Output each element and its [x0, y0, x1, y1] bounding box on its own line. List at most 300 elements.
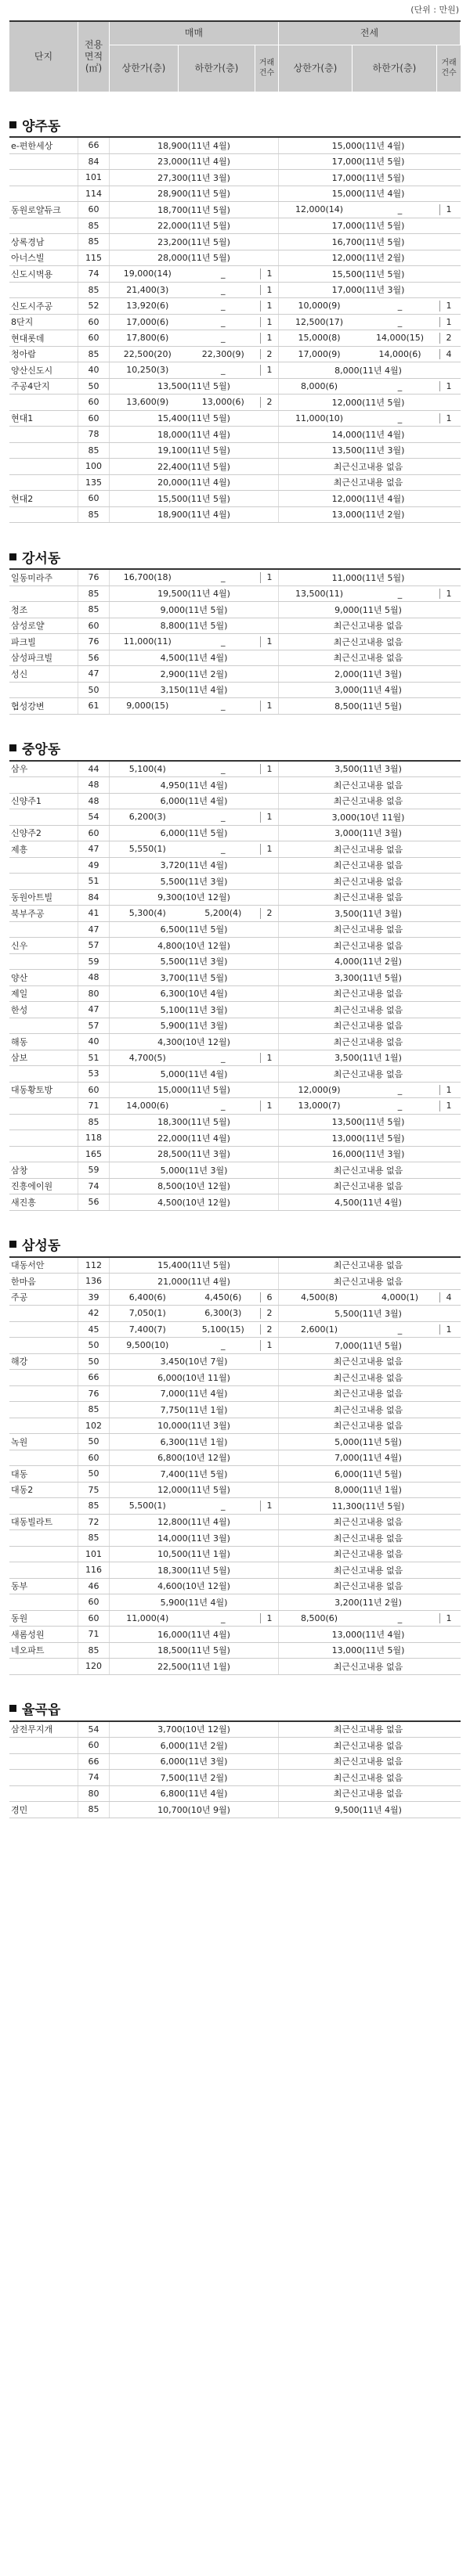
- area-value: 84: [78, 890, 110, 906]
- rent-divider: [439, 204, 440, 215]
- table-row: [9, 1130, 461, 1147]
- sale-value: 2,900(11년 2월): [160, 668, 228, 679]
- area-value: 85: [78, 1530, 110, 1546]
- sale-value: 19,500(11년 4월): [157, 589, 230, 600]
- sale-cell: [110, 890, 279, 906]
- sale-split: [110, 1324, 278, 1335]
- rent-cell: [279, 1722, 457, 1738]
- sale-cell: [110, 1018, 279, 1034]
- sale-cell: [110, 1802, 279, 1818]
- area-value: 56: [78, 650, 110, 666]
- rent-value: 최근신고내용 없음: [333, 940, 403, 951]
- rent-cell: [279, 1115, 457, 1130]
- sale-cell: [110, 1258, 279, 1274]
- rent-split: [279, 1101, 457, 1111]
- rent-cell: [279, 762, 457, 777]
- area-value: 66: [78, 1754, 110, 1770]
- rent-divider: [439, 333, 440, 344]
- sale-high: 16,700(18): [123, 572, 172, 583]
- table-row: [9, 777, 461, 794]
- rent-cell: [279, 1354, 457, 1370]
- sale-cell: [110, 634, 279, 650]
- area-value: 51: [78, 1050, 110, 1066]
- complex-name: [9, 443, 78, 459]
- rent-high: 12,500(17): [295, 316, 344, 327]
- complex-name: [9, 1066, 78, 1082]
- rent-value: 최근신고내용 없음: [333, 796, 403, 807]
- complex-name: [9, 1322, 78, 1338]
- area-value: 101: [78, 1547, 110, 1562]
- section-block: [9, 1675, 461, 1818]
- rent-count: 1: [446, 204, 452, 215]
- rent-cell: [279, 634, 457, 650]
- rent-cell: [279, 154, 457, 170]
- rent-value: 최근신고내용 없음: [333, 1740, 403, 1751]
- rent-value: 17,000(11년 3월): [331, 285, 405, 296]
- area-value: 60: [78, 411, 110, 427]
- complex-name: [9, 395, 78, 410]
- sale-value: 21,000(11년 4월): [157, 1276, 230, 1287]
- rent-value: 3,000(11년 3월): [334, 828, 402, 839]
- sale-cell: [110, 874, 279, 889]
- sale-cell: [110, 698, 279, 714]
- complex-name: 삼보: [9, 1050, 78, 1066]
- sale-value: 18,700(11년 5월): [157, 204, 230, 215]
- table-header: [9, 20, 461, 91]
- rent-value: 9,000(11년 5월): [334, 604, 402, 615]
- area-value: 40: [78, 362, 110, 378]
- complex-name: [9, 186, 78, 202]
- rent-cell: [279, 1083, 457, 1098]
- rent-cell: [279, 841, 457, 857]
- complex-name: [9, 170, 78, 186]
- area-value: 76: [78, 634, 110, 650]
- complex-name: [9, 1386, 78, 1402]
- rent-value: 15,500(11년 5월): [331, 268, 405, 279]
- sale-value: 19,100(11년 5월): [157, 445, 230, 456]
- sale-value: 27,300(11년 3월): [157, 172, 230, 183]
- rent-cell: [279, 986, 457, 1002]
- complex-name: 청조: [9, 602, 78, 618]
- sale-count: 1: [266, 1052, 273, 1063]
- table-row: [9, 1594, 461, 1611]
- sale-count: 2: [266, 1324, 273, 1335]
- sale-divider: [260, 1292, 261, 1303]
- sale-count: 1: [266, 333, 273, 344]
- rent-value: 최근신고내용 없음: [333, 1004, 403, 1015]
- rent-low: 14,000(6): [378, 348, 421, 359]
- sale-low: _: [221, 268, 226, 279]
- complex-name: [9, 683, 78, 698]
- sale-value: 18,300(11년 5월): [157, 1117, 230, 1128]
- complex-name: [9, 1147, 78, 1162]
- sale-cell: [110, 1611, 279, 1627]
- table-row: [9, 1738, 461, 1754]
- rent-cell: [279, 507, 457, 523]
- complex-name: 대동빌라트: [9, 1515, 78, 1530]
- rent-count: 1: [446, 1101, 452, 1111]
- complex-name: 해강: [9, 1354, 78, 1370]
- table-row: [9, 1466, 461, 1483]
- section-table: [9, 136, 461, 523]
- sale-value: 6,000(11년 3월): [160, 1756, 228, 1767]
- sale-value: 10,700(10년 9월): [157, 1804, 230, 1815]
- sale-low: _: [221, 844, 226, 855]
- rent-cell: [279, 1450, 457, 1466]
- rent-cell: [279, 1579, 457, 1594]
- table-row: [9, 970, 461, 986]
- sale-value: 5,100(11년 3월): [160, 1004, 228, 1015]
- rent-cell: [279, 1659, 457, 1674]
- sale-divider: [260, 1308, 261, 1319]
- rent-cell: [279, 1418, 457, 1434]
- area-value: 48: [78, 794, 110, 809]
- table-row: [9, 986, 461, 1003]
- sale-high: 22,500(20): [123, 348, 172, 359]
- sale-value: 9,000(11년 5월): [160, 604, 228, 615]
- sale-value: 12,000(11년 5월): [157, 1485, 230, 1496]
- rent-split: [279, 1085, 457, 1095]
- rent-cell: [279, 858, 457, 874]
- sale-cell: [110, 138, 279, 153]
- sale-value: 6,000(10년 11월): [157, 1372, 230, 1383]
- rent-value: 14,000(11년 4월): [331, 429, 405, 440]
- rent-cell: [279, 1627, 457, 1642]
- sale-cell: [110, 1562, 279, 1578]
- area-value: 56: [78, 1194, 110, 1210]
- sale-count: 1: [266, 268, 273, 279]
- complex-name: 상록경남: [9, 234, 78, 250]
- table-row: [9, 1483, 461, 1499]
- complex-name: 동원로얄듀크: [9, 202, 78, 218]
- sale-value: 20,000(11년 4월): [157, 477, 230, 488]
- table-row: [9, 491, 461, 507]
- complex-name: [9, 858, 78, 874]
- sale-value: 6,800(11년 4월): [160, 1789, 228, 1800]
- rent-high: 17,000(9): [298, 348, 341, 359]
- sale-cell: [110, 411, 279, 427]
- table-row: [9, 809, 461, 826]
- sale-value: 18,900(11년 4월): [157, 140, 230, 151]
- header-rent-high: 상한가(층): [279, 45, 352, 92]
- area-value: 85: [78, 1802, 110, 1818]
- sale-cell: [110, 1530, 279, 1546]
- sale-count: 1: [266, 763, 273, 774]
- table-row: [9, 1258, 461, 1274]
- section-marker-icon: [9, 121, 16, 128]
- sale-divider: [260, 333, 261, 344]
- table-row: [9, 1802, 461, 1818]
- table-row: [9, 1402, 461, 1418]
- area-value: 53: [78, 1066, 110, 1082]
- rent-value: 11,300(11년 5월): [331, 1501, 405, 1511]
- rent-cell: [279, 1258, 457, 1274]
- area-value: 54: [78, 1722, 110, 1738]
- rent-cell: [279, 298, 457, 314]
- section-title: [9, 523, 461, 568]
- sale-divider: [260, 701, 261, 712]
- sale-value: 18,300(11년 5월): [157, 1565, 230, 1576]
- area-value: 85: [78, 1498, 110, 1514]
- header-complex: 단지: [9, 22, 78, 92]
- rent-cell: [279, 330, 457, 346]
- rent-cell: [279, 1786, 457, 1802]
- sale-divider: [260, 268, 261, 279]
- sale-cell: [110, 683, 279, 698]
- area-value: 52: [78, 298, 110, 314]
- sale-high: 17,000(6): [126, 316, 169, 327]
- rent-divider: [439, 1085, 440, 1096]
- area-value: 47: [78, 1002, 110, 1018]
- area-value: 118: [78, 1130, 110, 1146]
- rent-value: 최근신고내용 없음: [333, 876, 403, 887]
- rent-cell: [279, 826, 457, 841]
- area-value: 76: [78, 1386, 110, 1402]
- sale-value: 28,900(11년 5월): [157, 189, 230, 200]
- complex-name: [9, 1562, 78, 1578]
- area-value: 60: [78, 330, 110, 346]
- sale-low: _: [221, 365, 226, 376]
- sale-value: 22,500(11년 1월): [157, 1661, 230, 1672]
- sale-divider: [260, 844, 261, 855]
- sale-cell: [110, 1274, 279, 1289]
- rent-value: 6,000(11년 5월): [334, 1468, 402, 1479]
- rent-cell: [279, 202, 457, 218]
- sale-high: 13,600(9): [126, 397, 169, 408]
- rent-count: 1: [446, 413, 452, 423]
- section-block: [9, 715, 461, 1211]
- area-value: 50: [78, 1466, 110, 1482]
- rent-divider: [439, 381, 440, 392]
- sale-divider: [260, 365, 261, 376]
- rent-cell: [279, 315, 457, 330]
- rent-cell: [279, 1322, 457, 1338]
- rent-value: 최근신고내용 없음: [333, 1549, 403, 1560]
- complex-name: 네오파트: [9, 1643, 78, 1659]
- section-title: [9, 1675, 461, 1720]
- sale-split: [110, 701, 278, 711]
- table-row: [9, 1354, 461, 1371]
- sale-low: _: [221, 1101, 226, 1111]
- sale-cell: [110, 1754, 279, 1770]
- area-value: 45: [78, 1322, 110, 1338]
- rent-cell: [279, 1466, 457, 1482]
- area-value: 60: [78, 618, 110, 634]
- sale-divider: [260, 1340, 261, 1351]
- rent-cell: [279, 1179, 457, 1194]
- sale-cell: [110, 906, 279, 921]
- complex-name: 주공4단지: [9, 379, 78, 395]
- area-value: 85: [78, 443, 110, 459]
- rent-low: 14,000(15): [375, 333, 425, 344]
- header-rent: 전세: [279, 22, 461, 45]
- table-row: [9, 586, 461, 603]
- rent-value: 최근신고내용 없음: [333, 636, 403, 647]
- complex-name: [9, 1754, 78, 1770]
- sale-cell: [110, 841, 279, 857]
- rent-high: 13,500(11): [295, 588, 344, 599]
- sale-value: 18,500(11년 5월): [157, 1645, 230, 1656]
- table-row: [9, 1530, 461, 1547]
- rent-divider: [439, 1613, 440, 1624]
- rent-divider: [439, 349, 440, 360]
- rent-divider: [439, 317, 440, 328]
- sale-cell: [110, 1498, 279, 1514]
- sale-value: 6,300(11년 1월): [160, 1436, 228, 1447]
- section-title: [9, 1211, 461, 1256]
- complex-name: 해동: [9, 1034, 78, 1050]
- sale-cell: [110, 570, 279, 585]
- area-value: 116: [78, 1562, 110, 1578]
- sale-split: [110, 1501, 278, 1511]
- sale-split: [110, 1101, 278, 1111]
- sale-split: [110, 1613, 278, 1623]
- sale-cell: [110, 1466, 279, 1482]
- table-row: [9, 1050, 461, 1067]
- sale-count: 1: [266, 1501, 273, 1511]
- area-value: 101: [78, 170, 110, 186]
- section-title-text: 중앙동: [22, 742, 61, 758]
- rent-divider: [439, 413, 440, 424]
- rent-count: 2: [446, 333, 452, 344]
- table-row: [9, 1338, 461, 1354]
- sale-low: _: [221, 333, 226, 344]
- rent-cell: [279, 586, 457, 602]
- sale-cell: [110, 1659, 279, 1674]
- section-marker-icon: [9, 1241, 16, 1248]
- sale-count: 1: [266, 301, 273, 312]
- sale-low: 5,100(15): [201, 1324, 244, 1335]
- table-row: [9, 154, 461, 171]
- complex-name: [9, 218, 78, 234]
- sale-cell: [110, 1434, 279, 1450]
- sale-low: _: [221, 636, 226, 647]
- rent-split: [279, 413, 457, 423]
- rent-value: 7,000(11년 5월): [334, 1340, 402, 1351]
- sale-value: 5,500(11년 3월): [160, 957, 228, 967]
- rent-high: 4,500(8): [300, 1292, 338, 1302]
- sale-cell: [110, 1515, 279, 1530]
- table-row: [9, 1562, 461, 1579]
- section-title: [9, 91, 461, 136]
- rent-cell: [279, 1738, 457, 1753]
- rent-divider: [439, 1101, 440, 1111]
- header-sale-high: 상한가(층): [110, 45, 179, 92]
- rent-cell: [279, 1611, 457, 1627]
- rent-count: 1: [446, 316, 452, 327]
- rent-value: 7,000(11년 4월): [334, 1453, 402, 1464]
- area-value: 74: [78, 1770, 110, 1785]
- rent-cell: [279, 1370, 457, 1385]
- sale-split: [110, 572, 278, 582]
- complex-name: 삼성로얄: [9, 618, 78, 634]
- rent-cell: [279, 1034, 457, 1050]
- sale-cell: [110, 762, 279, 777]
- rent-value: 8,000(11년 1월): [334, 1485, 402, 1496]
- sale-split: [110, 397, 278, 407]
- area-value: 76: [78, 570, 110, 585]
- sale-cell: [110, 1083, 279, 1098]
- rent-value: 최근신고내용 없음: [333, 1165, 403, 1176]
- rent-divider: [439, 1324, 440, 1335]
- rent-value: 최근신고내용 없음: [333, 1372, 403, 1383]
- sale-split: [110, 908, 278, 918]
- rent-count: 1: [446, 301, 452, 312]
- rent-value: 최근신고내용 없음: [333, 1533, 403, 1544]
- rent-cell: [279, 1130, 457, 1146]
- complex-name: 동원아트빌: [9, 890, 78, 906]
- section-title-text: 강서동: [22, 550, 61, 567]
- sale-cell: [110, 186, 279, 202]
- rent-value: 16,000(11년 3월): [331, 1149, 405, 1160]
- rent-value: 최근신고내용 없음: [333, 1724, 403, 1735]
- rent-value: 최근신고내용 없음: [333, 1789, 403, 1800]
- sale-value: 8,500(10년 12월): [157, 1181, 230, 1192]
- sale-high: 7,400(7): [128, 1324, 166, 1335]
- rent-high: 8,500(6): [300, 1612, 338, 1623]
- complex-name: [9, 1130, 78, 1146]
- complex-name: 신양주2: [9, 826, 78, 841]
- table-row: [9, 1547, 461, 1563]
- table-row: [9, 218, 461, 235]
- rent-split: [279, 349, 457, 359]
- rent-divider: [439, 301, 440, 312]
- rent-cell: [279, 1770, 457, 1785]
- rent-value: 4,500(11년 4월): [334, 1197, 402, 1208]
- table-row: [9, 1370, 461, 1386]
- complex-name: [9, 1498, 78, 1514]
- sale-value: 5,500(11년 3월): [160, 876, 228, 887]
- section-marker-icon: [9, 1705, 16, 1712]
- table-row: [9, 379, 461, 395]
- rent-low: _: [397, 204, 403, 215]
- complex-name: [9, 1402, 78, 1418]
- sale-value: 18,000(11년 4월): [157, 429, 230, 440]
- complex-name: 녹원: [9, 1434, 78, 1450]
- sale-value: 4,800(10년 12월): [157, 940, 230, 951]
- rent-split: [279, 589, 457, 599]
- sale-low: _: [221, 763, 226, 774]
- area-value: 60: [78, 491, 110, 506]
- rent-value: 3,500(11년 3월): [334, 908, 402, 919]
- table-row: [9, 1018, 461, 1035]
- area-value: 47: [78, 841, 110, 857]
- complex-name: [9, 1098, 78, 1114]
- rent-split: [279, 381, 457, 391]
- complex-name: 성신: [9, 666, 78, 682]
- table-row: [9, 634, 461, 650]
- rent-value: 최근신고내용 없음: [333, 653, 403, 664]
- sale-cell: [110, 1354, 279, 1370]
- table-row: [9, 1579, 461, 1595]
- area-value: 71: [78, 1098, 110, 1114]
- complex-name: 현대2: [9, 491, 78, 506]
- area-value: 114: [78, 186, 110, 202]
- rent-cell: [279, 1194, 457, 1210]
- rent-value: 최근신고내용 없음: [333, 989, 403, 1000]
- sale-count: 2: [266, 397, 273, 408]
- sale-split: [110, 268, 278, 279]
- rent-value: 최근신고내용 없음: [333, 1260, 403, 1271]
- area-value: 85: [78, 283, 110, 298]
- section-title-text: 삼성동: [22, 1238, 61, 1254]
- sale-high: 9,500(10): [126, 1340, 169, 1351]
- rent-cell: [279, 1147, 457, 1162]
- sale-divider: [260, 572, 261, 583]
- rent-cell: [279, 1386, 457, 1402]
- sale-value: 3,700(11년 5월): [160, 972, 228, 983]
- rent-cell: [279, 890, 457, 906]
